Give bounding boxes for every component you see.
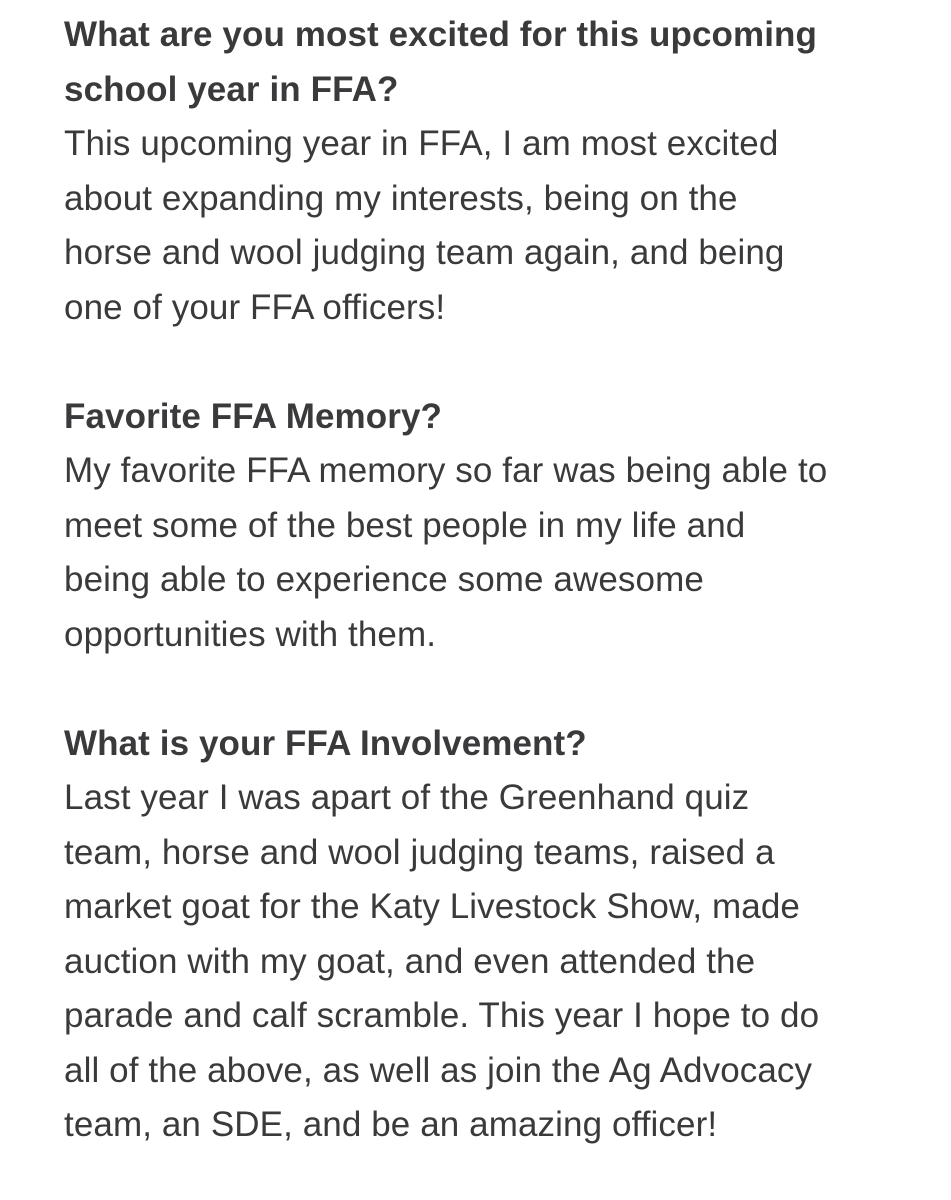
section-excited bbox=[64, 8, 924, 335]
answer-line: This upcoming year in FFA, I am most excited bbox=[64, 124, 779, 163]
answer-line: Last year I was apart of the Greenhand quiz bbox=[64, 778, 750, 817]
answer-line: meet some of the best people in my life and bbox=[64, 505, 746, 545]
answer-text bbox=[64, 444, 924, 662]
question-line: What are you most excited for this upcoming bbox=[64, 15, 818, 54]
answer-text bbox=[64, 771, 924, 1153]
section-involvement bbox=[64, 717, 924, 1153]
answer-line: opportunities with them. bbox=[64, 614, 437, 654]
answer-line: team, horse and wool judging teams, raised a bbox=[64, 832, 775, 872]
answer-line: one of your FFA officers! bbox=[64, 287, 446, 327]
blank-line bbox=[64, 335, 924, 390]
question-heading bbox=[64, 717, 924, 772]
note-body bbox=[64, 8, 924, 1153]
question-line: What is your FFA Involvement? bbox=[64, 723, 587, 763]
question-heading bbox=[64, 390, 924, 445]
section-memory bbox=[64, 390, 924, 663]
blank-line bbox=[64, 662, 924, 717]
answer-line: My favorite FFA memory so far was being able to bbox=[64, 451, 828, 490]
question-heading bbox=[64, 8, 924, 117]
answer-line: parade and calf scramble. This year I hope to do bbox=[64, 996, 820, 1035]
answer-line: horse and wool judging team again, and being bbox=[64, 233, 785, 272]
answer-text bbox=[64, 117, 924, 335]
question-line: school year in FFA? bbox=[64, 69, 399, 109]
answer-line: market goat for the Katy Livestock Show, made bbox=[64, 887, 800, 926]
answer-line: team, an SDE, and be an amazing officer! bbox=[64, 1105, 718, 1144]
answer-line: all of the above, as well as join the Ag Advocacy bbox=[64, 1050, 813, 1090]
question-line: Favorite FFA Memory? bbox=[64, 396, 442, 436]
answer-line: auction with my goat, and even attended the bbox=[64, 941, 756, 981]
answer-line: being able to experience some awesome bbox=[64, 560, 704, 599]
answer-line: about expanding my interests, being on the bbox=[64, 178, 738, 218]
